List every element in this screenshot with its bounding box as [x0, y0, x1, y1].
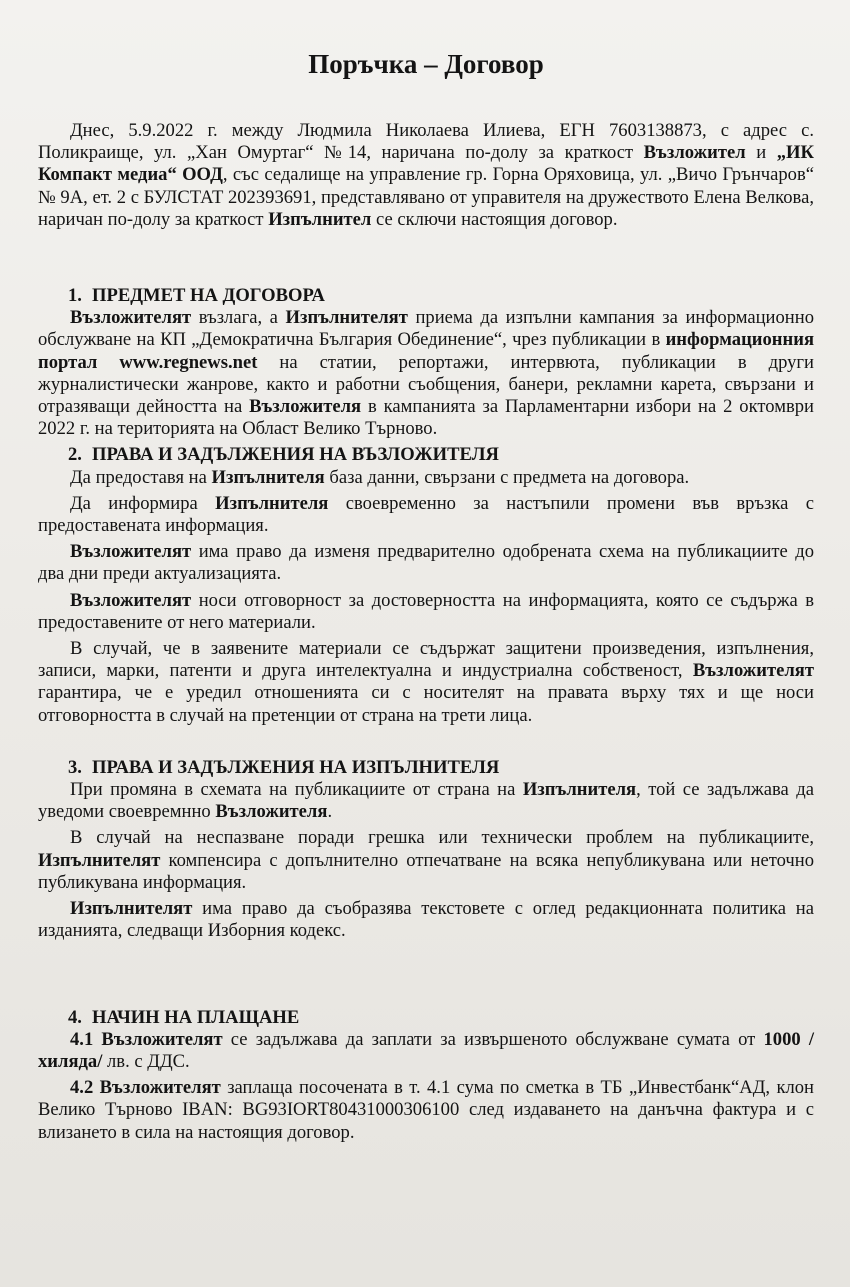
bold-term: Изпълнителя — [522, 779, 637, 801]
bold-term: 4.1 Възложителят — [70, 1028, 223, 1050]
bold-term: 4.2 Възложителят — [70, 1077, 221, 1099]
paragraph-text: има право да изменя предварително одобрената схема на публикациите до два дни преди актуализацията. — [38, 541, 814, 585]
intro-company-name: „ИК Компакт медиа“ ООД — [38, 142, 814, 186]
section-1-heading — [38, 285, 814, 307]
paragraph-text: носи отговорност за достоверността на информацията, която се съдържа в предоставените от него материали. — [38, 589, 814, 633]
paragraph-text: база данни, свързани с предмета на договора. — [324, 466, 690, 488]
section-title: ПРАВА И ЗАДЪЛЖЕНИЯ НА ВЪЗЛОЖИТЕЛЯ — [92, 444, 499, 466]
intro-text: Днес, 5.9.2022 г. между Людмила Николаева Илиева, ЕГН 7603138873, с адрес с. Поликраище, ул. „Хан Омуртаг“ №14, наричана по-долу за краткост — [38, 120, 814, 164]
paragraph-text: Да предоставя на — [70, 466, 212, 488]
section-4-heading — [38, 1007, 814, 1029]
section-number: 2. — [68, 444, 82, 466]
paragraph-text: В случай, че в заявените материали се съдържат защитени произведения, изпълнения, записи, марки, патенти и друга интелектуална и индустриална собственост, — [38, 638, 814, 682]
paragraph-text: възлага, а — [191, 307, 286, 329]
intro-text: , със седалище на управление гр. Горна Оряховица, ул. „Вичо Грънчаров“ № 9А, ет. 2 с БУЛСТАТ 202393691, представлявано от управителя на дружеството Елена Велкова, наричан по-долу за краткост — [38, 164, 814, 230]
section-1-paragraph — [38, 307, 814, 440]
bold-term: Възложителят — [70, 307, 192, 329]
intro-text: се сключи настоящия договор. — [371, 208, 618, 230]
section-2-paragraph-5 — [38, 638, 814, 727]
bold-term: Възложителят — [70, 589, 192, 611]
section-3-heading — [38, 757, 814, 779]
intro-paragraph — [38, 120, 814, 231]
paragraph-text: лв. с ДДС. — [102, 1050, 190, 1072]
section-title: ПРЕДМЕТ НА ДОГОВОРА — [92, 285, 325, 307]
paragraph-text: гарантира, че е уредил отношенията си с носителят на правата върху тях и ще носи отговорността в случай на претенции от страна на трети лица. — [38, 682, 814, 726]
section-3-paragraph-3 — [38, 898, 814, 942]
bold-term: Възложителя — [249, 396, 362, 418]
paragraph-text: има право да съобразява текстовете с оглед редакционната политика на изданията, следващи Изборния кодекс. — [38, 898, 814, 942]
section-2-paragraph-3 — [38, 541, 814, 585]
intro-executor-term: Изпълнител — [268, 208, 372, 230]
section-4-paragraph-1 — [38, 1029, 814, 1073]
bold-term: Изпълнителят — [70, 898, 193, 920]
section-title: НАЧИН НА ПЛАЩАНЕ — [92, 1006, 300, 1028]
bold-term: Изпълнителя — [211, 466, 325, 488]
paragraph-text: приема да изпълни кампания за информационно обслужване на КП „Демократична България Обединение“, чрез публикации в — [38, 307, 814, 351]
intro-text: и — [745, 142, 777, 164]
paragraph-text: в кампанията за Парламентарни избори на 2 октомври 2022 г. на територията на Област Велико Търново. — [38, 396, 814, 440]
bold-amount: 1000 /хиляда/ — [38, 1028, 815, 1072]
section-title: ПРАВА И ЗАДЪЛЖЕНИЯ НА ИЗПЪЛНИТЕЛЯ — [92, 756, 500, 778]
section-2-paragraph-4 — [38, 590, 814, 634]
bold-term: Възложителят — [692, 660, 814, 682]
bold-term: Възложителя — [215, 801, 328, 823]
section-3-paragraph-2 — [38, 827, 814, 894]
paragraph-text: своевременно за настъпили промени във връзка с предоставената информация. — [38, 492, 814, 537]
paragraph-text: компенсира с допълнително отпечатване на всяка непубликувана или неточно публикувана информация. — [38, 849, 814, 893]
bold-portal-name: информационния портал www.regnews.net — [38, 329, 814, 373]
section-2-heading — [38, 444, 814, 466]
section-number: 1. — [68, 285, 82, 307]
paragraph-text: , той се задължава да уведоми своевремнно — [38, 779, 814, 823]
section-2-paragraph-1 — [38, 467, 814, 489]
paragraph-text: Да информира — [70, 492, 216, 514]
section-2-paragraph-2 — [38, 493, 814, 537]
bold-term: Изпълнителя — [215, 492, 329, 514]
section-number: 3. — [68, 756, 82, 778]
paragraph-text: на статии, репортажи, интервюта, публикации в други журналистически жанрове, както и работни съобщения, банери, рекламни карета, свързани и отразяващи дейността на — [38, 351, 815, 418]
section-4-paragraph-2 — [38, 1077, 814, 1144]
bold-term: Възложителят — [70, 541, 192, 563]
bold-term: Изпълнителят — [285, 307, 408, 329]
bold-term: Изпълнителят — [38, 849, 161, 871]
section-number: 4. — [68, 1006, 82, 1028]
paragraph-text: се задължава да заплати за извършеното обслужване сумата от — [222, 1028, 764, 1050]
section-3-paragraph-1 — [38, 779, 814, 823]
paragraph-text: При промяна в схемата на публикациите от страна на — [70, 779, 523, 801]
paragraph-text: заплаща посочената в т. 4.1 сума по сметка в ТБ „Инвестбанк“АД, клон Велико Търново IBAN: BG93IORT80431000306100 след издаването на данъчна фактура и с влизането в сила на настоящия договор. — [38, 1077, 814, 1143]
paragraph-text: В случай на неспазване поради грешка или технически проблем на публикациите, — [70, 827, 814, 849]
paragraph-text: . — [327, 801, 333, 823]
intro-contractor-term: Възложител — [643, 142, 746, 164]
document-title: Поръчка – Договор — [308, 49, 544, 79]
